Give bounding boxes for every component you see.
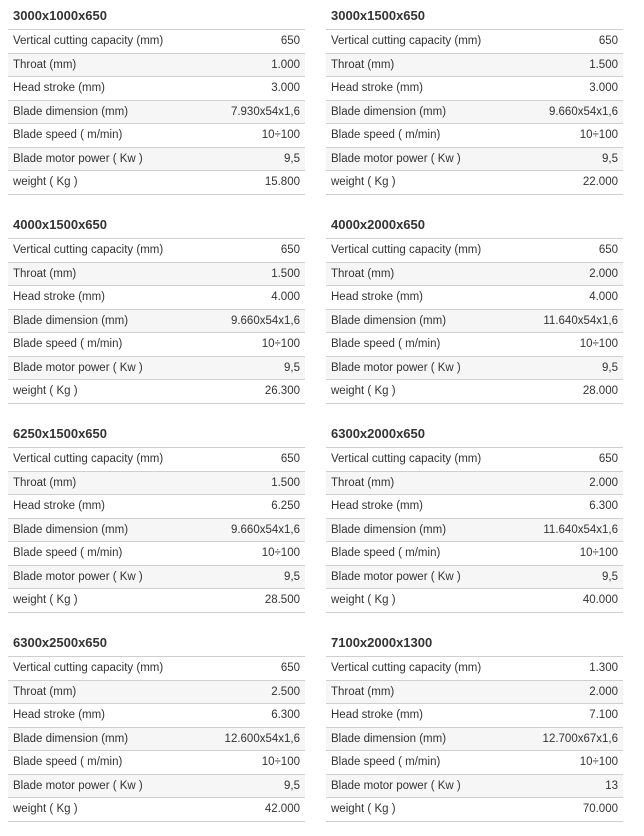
row-label: weight ( Kg )	[331, 594, 396, 606]
row-value: 9,5	[602, 570, 618, 583]
spec-row-blade-speed	[326, 542, 623, 566]
row-value: 650	[598, 35, 618, 47]
spec-table-6300x2500x650	[8, 629, 305, 822]
row-label: Vertical cutting capacity (mm)	[13, 244, 164, 256]
row-value: 28.500	[264, 594, 300, 606]
spec-row-blade-speed	[8, 333, 305, 357]
spec-rows	[8, 239, 305, 404]
spec-row-throat	[8, 472, 305, 496]
row-label: Throat (mm)	[13, 267, 77, 280]
row-label: Head stroke (mm)	[13, 500, 106, 512]
spec-rows	[8, 448, 305, 613]
spec-title: 7100x2000x1300	[326, 629, 623, 657]
spec-row-weight	[8, 589, 305, 613]
spec-row-throat	[326, 263, 623, 287]
spec-row-vcc	[8, 448, 305, 472]
spec-row-throat	[8, 263, 305, 287]
row-value: 7.930x54x1,6	[230, 105, 300, 118]
spec-rows	[326, 448, 623, 613]
row-label: weight ( Kg )	[13, 594, 78, 606]
row-label: Blade dimension (mm)	[331, 105, 447, 118]
spec-row-blade-dimension	[8, 101, 305, 125]
row-value: 650	[280, 662, 300, 674]
spec-title: 3000x1500x650	[326, 2, 623, 30]
row-label: Blade speed ( m/min)	[13, 129, 123, 141]
row-value: 1.300	[589, 662, 618, 674]
spec-row-vcc	[8, 239, 305, 263]
row-value: 4.000	[589, 291, 618, 303]
row-value: 3.000	[589, 82, 618, 94]
row-value: 2.000	[589, 267, 618, 280]
spec-rows	[326, 657, 623, 822]
row-label: Blade motor power ( Kw )	[331, 779, 461, 792]
row-label: Throat (mm)	[13, 58, 77, 71]
spec-row-blade-dimension	[8, 310, 305, 334]
row-value: 3.000	[271, 82, 300, 94]
spec-row-weight	[8, 380, 305, 404]
spec-row-vcc	[326, 239, 623, 263]
row-value: 1.000	[271, 58, 300, 71]
row-label: Blade dimension (mm)	[13, 732, 129, 745]
spec-row-throat	[326, 54, 623, 78]
row-label: Blade motor power ( Kw )	[13, 570, 143, 583]
spec-rows	[8, 657, 305, 822]
row-value: 13	[605, 779, 618, 792]
spec-title: 6300x2000x650	[326, 420, 623, 448]
row-label: Blade dimension (mm)	[331, 314, 447, 327]
row-value: 10÷100	[579, 756, 618, 768]
row-value: 2.000	[589, 685, 618, 698]
spec-title: 4000x2000x650	[326, 211, 623, 239]
spec-row-weight	[326, 798, 623, 822]
spec-rows	[326, 239, 623, 404]
row-label: Vertical cutting capacity (mm)	[13, 35, 164, 47]
spec-row-stroke	[326, 704, 623, 728]
row-label: Head stroke (mm)	[331, 82, 424, 94]
row-value: 6.250	[271, 500, 300, 512]
spec-row-vcc	[326, 657, 623, 681]
spec-row-stroke	[8, 286, 305, 310]
row-label: weight ( Kg )	[331, 803, 396, 815]
spec-table-3000x1000x650	[8, 2, 305, 195]
row-value: 10÷100	[261, 338, 300, 350]
row-label: Head stroke (mm)	[13, 82, 106, 94]
spec-row-blade-speed	[326, 333, 623, 357]
spec-row-blade-speed	[8, 542, 305, 566]
spec-row-weight	[326, 171, 623, 195]
spec-row-motor-power	[326, 566, 623, 590]
spec-row-blade-dimension	[8, 728, 305, 752]
row-value: 10÷100	[261, 129, 300, 141]
row-value: 2.500	[271, 685, 300, 698]
row-label: Throat (mm)	[331, 476, 395, 489]
row-value: 11.640x54x1,6	[543, 523, 618, 536]
spec-row-blade-speed	[8, 124, 305, 148]
row-label: Blade motor power ( Kw )	[331, 570, 461, 583]
spec-row-weight	[8, 171, 305, 195]
spec-row-motor-power	[8, 775, 305, 799]
row-label: Vertical cutting capacity (mm)	[13, 662, 164, 674]
row-label: weight ( Kg )	[331, 385, 396, 397]
row-value: 9.660x54x1,6	[548, 105, 618, 118]
row-label: Throat (mm)	[331, 685, 395, 698]
row-label: Blade dimension (mm)	[13, 314, 129, 327]
row-label: Head stroke (mm)	[331, 291, 424, 303]
spec-row-stroke	[326, 495, 623, 519]
spec-row-vcc	[8, 657, 305, 681]
spec-row-throat	[326, 681, 623, 705]
row-value: 42.000	[264, 803, 300, 815]
row-value: 9.660x54x1,6	[230, 314, 300, 327]
row-label: Blade motor power ( Kw )	[331, 361, 461, 374]
row-label: weight ( Kg )	[13, 803, 78, 815]
row-label: Blade speed ( m/min)	[13, 338, 123, 350]
spec-title: 4000x1500x650	[8, 211, 305, 239]
spec-row-motor-power	[326, 357, 623, 381]
row-value: 6.300	[271, 709, 300, 721]
spec-row-blade-dimension	[326, 101, 623, 125]
row-value: 10÷100	[579, 129, 618, 141]
row-label: Blade dimension (mm)	[331, 732, 447, 745]
row-label: Blade motor power ( Kw )	[13, 361, 143, 374]
spec-row-stroke	[8, 704, 305, 728]
row-value: 10÷100	[579, 547, 618, 559]
spec-row-weight	[326, 380, 623, 404]
row-label: Blade speed ( m/min)	[13, 547, 123, 559]
spec-table-4000x1500x650	[8, 211, 305, 404]
row-value: 1.500	[271, 267, 300, 280]
row-value: 9,5	[602, 361, 618, 374]
row-value: 4.000	[271, 291, 300, 303]
spec-row-vcc	[326, 30, 623, 54]
row-label: weight ( Kg )	[331, 176, 396, 188]
spec-table-6250x1500x650	[8, 420, 305, 613]
spec-row-blade-speed	[326, 124, 623, 148]
spec-row-vcc	[8, 30, 305, 54]
row-value: 9,5	[284, 361, 300, 374]
spec-row-blade-dimension	[326, 728, 623, 752]
spec-row-throat	[326, 472, 623, 496]
row-label: Throat (mm)	[331, 267, 395, 280]
row-label: Throat (mm)	[13, 685, 77, 698]
row-label: Blade motor power ( Kw )	[13, 152, 143, 165]
row-value: 26.300	[264, 385, 300, 397]
row-value: 22.000	[582, 176, 618, 188]
row-label: Vertical cutting capacity (mm)	[331, 244, 482, 256]
spec-row-motor-power	[8, 148, 305, 172]
row-value: 1.500	[271, 476, 300, 489]
spec-row-throat	[8, 54, 305, 78]
row-value: 12.600x54x1,6	[224, 732, 300, 745]
spec-row-blade-dimension	[8, 519, 305, 543]
row-label: Vertical cutting capacity (mm)	[331, 662, 482, 674]
row-label: Blade motor power ( Kw )	[331, 152, 461, 165]
row-label: Blade speed ( m/min)	[13, 756, 123, 768]
spec-row-motor-power	[326, 775, 623, 799]
row-value: 650	[598, 453, 618, 465]
row-value: 10÷100	[261, 756, 300, 768]
row-label: Throat (mm)	[13, 476, 77, 489]
row-label: Vertical cutting capacity (mm)	[13, 453, 164, 465]
spec-table-4000x2000x650	[326, 211, 623, 404]
spec-row-stroke	[8, 495, 305, 519]
row-label: Blade motor power ( Kw )	[13, 779, 143, 792]
spec-rows	[8, 30, 305, 195]
spec-row-blade-speed	[8, 751, 305, 775]
spec-row-blade-dimension	[326, 519, 623, 543]
row-value: 9,5	[602, 152, 618, 165]
spec-row-stroke	[8, 77, 305, 101]
row-label: Vertical cutting capacity (mm)	[331, 35, 482, 47]
row-value: 11.640x54x1,6	[543, 314, 618, 327]
spec-row-weight	[8, 798, 305, 822]
spec-title: 3000x1000x650	[8, 2, 305, 30]
row-label: Blade speed ( m/min)	[331, 547, 441, 559]
spec-table-3000x1500x650	[326, 2, 623, 195]
row-value: 28.000	[582, 385, 618, 397]
row-value: 1.500	[589, 58, 618, 71]
spec-table-7100x2000x1300	[326, 629, 623, 822]
spec-row-stroke	[326, 77, 623, 101]
row-value: 10÷100	[579, 338, 618, 350]
row-label: weight ( Kg )	[13, 176, 78, 188]
spec-rows	[326, 30, 623, 195]
row-label: Head stroke (mm)	[331, 500, 424, 512]
spec-row-motor-power	[326, 148, 623, 172]
row-label: Head stroke (mm)	[331, 709, 424, 721]
row-value: 7.100	[589, 709, 618, 721]
row-value: 650	[598, 244, 618, 256]
spec-row-weight	[326, 589, 623, 613]
row-value: 9,5	[284, 779, 300, 792]
row-label: Head stroke (mm)	[13, 709, 106, 721]
row-label: Blade speed ( m/min)	[331, 756, 441, 768]
spec-row-throat	[8, 681, 305, 705]
row-value: 15.800	[264, 176, 300, 188]
row-value: 10÷100	[261, 547, 300, 559]
row-value: 70.000	[582, 803, 618, 815]
row-value: 12.700x67x1,6	[542, 732, 618, 745]
spec-row-stroke	[326, 286, 623, 310]
row-value: 650	[280, 453, 300, 465]
spec-row-motor-power	[8, 357, 305, 381]
spec-row-blade-dimension	[326, 310, 623, 334]
spec-title: 6300x2500x650	[8, 629, 305, 657]
row-value: 40.000	[582, 594, 618, 606]
row-label: Vertical cutting capacity (mm)	[331, 453, 482, 465]
row-value: 9,5	[284, 152, 300, 165]
row-value: 9.660x54x1,6	[230, 523, 300, 536]
row-value: 2.000	[589, 476, 618, 489]
spec-row-vcc	[326, 448, 623, 472]
spec-table-6300x2000x650	[326, 420, 623, 613]
row-label: weight ( Kg )	[13, 385, 78, 397]
row-value: 6.300	[589, 500, 618, 512]
row-label: Head stroke (mm)	[13, 291, 106, 303]
row-value: 650	[280, 244, 300, 256]
row-label: Blade speed ( m/min)	[331, 338, 441, 350]
spec-title: 6250x1500x650	[8, 420, 305, 448]
spec-row-blade-speed	[326, 751, 623, 775]
row-label: Throat (mm)	[331, 58, 395, 71]
row-label: Blade dimension (mm)	[13, 105, 129, 118]
row-label: Blade dimension (mm)	[13, 523, 129, 536]
row-value: 650	[280, 35, 300, 47]
row-value: 9,5	[284, 570, 300, 583]
row-label: Blade dimension (mm)	[331, 523, 447, 536]
row-label: Blade speed ( m/min)	[331, 129, 441, 141]
spec-row-motor-power	[8, 566, 305, 590]
